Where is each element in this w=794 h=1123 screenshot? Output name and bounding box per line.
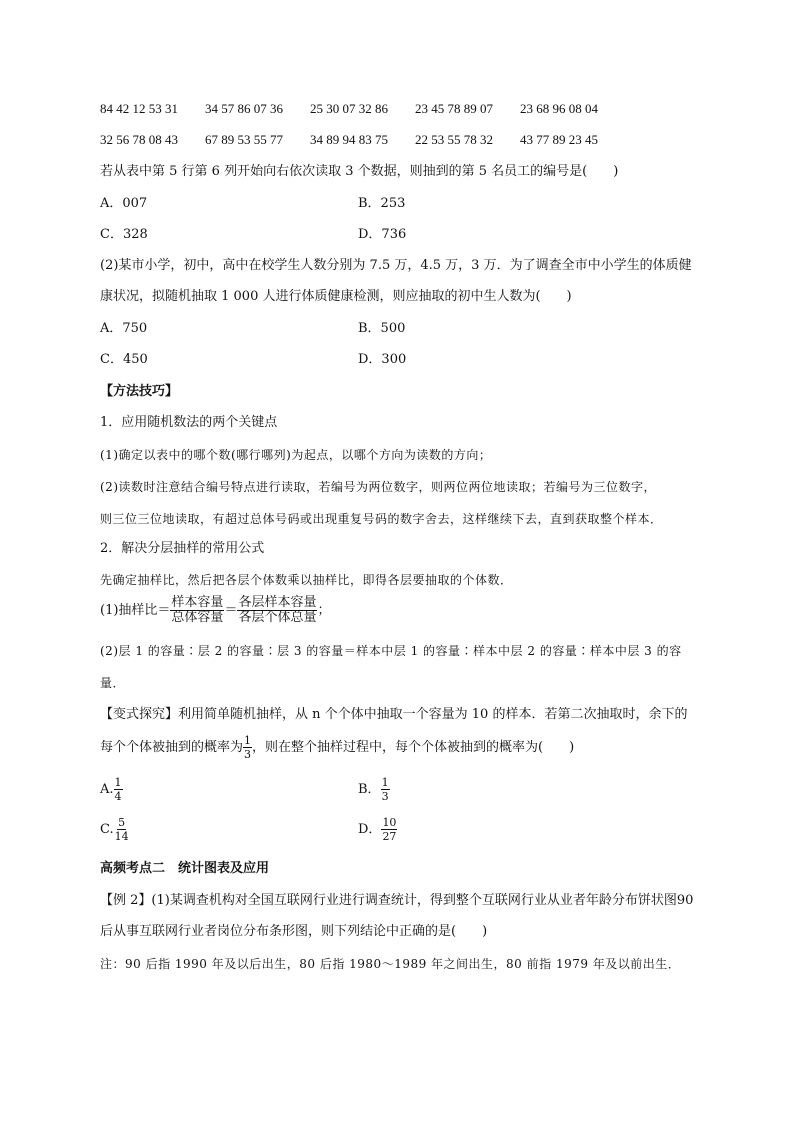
- option-label: A.: [100, 781, 114, 797]
- random-group: 43 77 89 23 45: [520, 132, 598, 147]
- method-p1-title: 1．应用随机数法的两个关键点: [100, 415, 278, 430]
- fraction-numerator: 1: [381, 776, 389, 789]
- random-group: 23 45 78 89 07: [415, 101, 493, 116]
- q1-option-b: B．253: [358, 196, 406, 211]
- q2-option-d: D．300: [358, 352, 407, 367]
- variant-option-a: [100, 776, 123, 803]
- method-p2-item-2-line-2: 量．: [100, 676, 126, 690]
- variant-option-c: [100, 816, 130, 843]
- q2-stem-line-1: (2)某市小学，初中，高中在校学生人数分别为 7.5 万，4.5 万，3 万．为了调查全市中小学生的体质健: [100, 258, 692, 273]
- formula-suffix: ；: [317, 602, 331, 618]
- fraction-numerator: 1: [114, 776, 122, 789]
- q2-option-a: A．750: [100, 321, 148, 336]
- q2-option-b: B．500: [358, 321, 406, 336]
- option-fraction: [381, 776, 390, 803]
- random-group: 32 56 78 08 43: [100, 132, 178, 147]
- option-label: D．: [358, 821, 382, 837]
- random-group: 34 57 86 07 36: [205, 101, 283, 116]
- q1-option-d: D．736: [358, 227, 407, 242]
- fraction-numerator: 样本容量: [171, 595, 224, 610]
- q1-option-c: C．328: [100, 227, 148, 242]
- fraction-numerator: 5: [118, 816, 126, 829]
- example-2-line-2: 后从事互联网行业者岗位分布条形图，则下列结论中正确的是( ): [100, 924, 488, 939]
- fraction-denominator: 3: [244, 748, 252, 761]
- variant-stem-line-1: 【变式探究】利用简单随机抽样，从 n 个个体中抽取一个容量为 10 的样本．若第二次抽取时，余下的: [100, 707, 688, 722]
- random-group: 67 89 53 55 77: [205, 132, 283, 147]
- method-p1-item-2-line-1: (2)读数时注意结合编号特点进行读取，若编号为两位数字，则两位两位地读取；若编号为三位数字，: [100, 480, 657, 494]
- method-p2-intro: 先确定抽样比，然后把各层个体数乘以抽样比，即得各层要抽取的个体数．: [100, 573, 513, 587]
- fraction-denominator: 各层个体总量: [238, 610, 317, 625]
- option-fraction: [114, 816, 130, 843]
- fraction-numerator: 10: [382, 816, 397, 829]
- fraction-one-third: [243, 734, 252, 761]
- method-p2-title: 2．解决分层抽样的常用公式: [100, 541, 265, 556]
- option-fraction: [381, 816, 397, 843]
- option-fraction: [114, 776, 123, 803]
- example-2-note: 注：90 后指 1990 年及以后出生，80 后指 1980～1989 年之间出生，80 前指 1979 年及以前出生．: [100, 957, 681, 971]
- fraction-denominator: 4: [114, 790, 122, 803]
- sampling-ratio-formula: [100, 596, 330, 625]
- fraction-numerator: 各层样本容量: [238, 595, 317, 610]
- fraction-sample-over-total: [170, 596, 224, 625]
- variant-stem-line-2: [100, 734, 574, 761]
- random-group: 22 53 55 78 32: [415, 132, 493, 147]
- fraction-denominator: 14: [114, 830, 129, 843]
- fraction-layer-sample-over-layer-total: [237, 596, 317, 625]
- option-label: C.: [100, 821, 114, 837]
- q1-stem: 若从表中第 5 行第 6 列开始向右依次读取 3 个数据，则抽到的第 5 名员工的编号是( ): [100, 164, 619, 179]
- method-heading: 【方法技巧】: [100, 384, 179, 399]
- option-label: B．: [358, 781, 381, 797]
- method-p2-item-2-line-1: (2)层 1 的容量∶层 2 的容量∶层 3 的容量＝样本中层 1 的容量∶样本中层 2 的容量∶样本中层 3 的容: [100, 644, 682, 658]
- method-p1-item-2-line-2: 则三位三位地读取，有超过总体号码或出现重复号码的数字舍去，这样继续下去，直到获取整个样本．: [100, 512, 663, 526]
- variant-option-b: [358, 776, 390, 803]
- variant-line-2-prefix: 每个个体被抽到的概率为: [100, 739, 244, 755]
- method-p1-item-1: (1)确定以表中的哪个数(哪行哪列)为起点，以哪个方向为读数的方向；: [100, 448, 492, 462]
- random-table-row-2: [100, 131, 625, 149]
- random-group: 34 89 94 83 75: [310, 132, 388, 147]
- fraction-denominator: 27: [382, 830, 397, 843]
- q2-stem-line-2: 康状况，拟随机抽取 1 000 人进行体质健康检测，则应抽取的初中生人数为( ): [100, 289, 572, 304]
- fraction-denominator: 3: [381, 790, 389, 803]
- formula-prefix: (1)抽样比＝: [100, 602, 171, 618]
- random-group: 25 30 07 32 86: [310, 101, 388, 116]
- random-group: 84 42 12 53 31: [100, 101, 178, 116]
- random-group: 23 68 96 08 04: [520, 101, 598, 116]
- q2-option-c: C．450: [100, 352, 148, 367]
- q1-option-a: A．007: [100, 196, 148, 211]
- example-2-line-1: 【例 2】(1)某调查机构对全国互联网行业进行调查统计，得到整个互联网行业从业者年龄分布饼状图90: [100, 893, 694, 908]
- variant-line-2-suffix: ，则在整个抽样过程中，每个个体被抽到的概率为( ): [252, 739, 575, 755]
- formula-equals: ＝: [224, 602, 238, 618]
- fraction-numerator: 1: [244, 734, 252, 747]
- section-2-heading: 高频考点二 统计图表及应用: [100, 861, 270, 876]
- fraction-denominator: 总体容量: [171, 610, 224, 625]
- random-table-row-1: [100, 100, 625, 118]
- variant-option-d: [358, 816, 397, 843]
